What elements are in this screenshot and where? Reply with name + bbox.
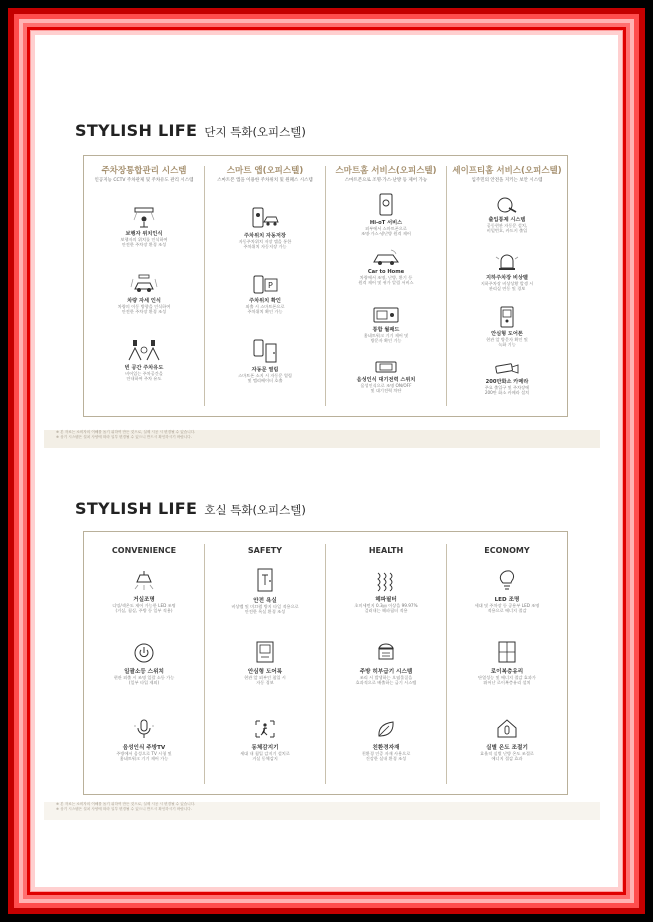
item-desc: 방문자 확인 기능 <box>370 338 402 343</box>
item-title: 자동문 열림 <box>251 367 279 373</box>
list-item <box>326 306 446 343</box>
list-item <box>326 193 446 236</box>
item-desc: 자동 경보 <box>256 680 274 685</box>
column-subheading: 스마트폰으로 조명·가스·난방 등 제어 가능 <box>344 178 428 183</box>
item-desc: (일부 타입 제외) <box>128 680 160 685</box>
filter-icon <box>374 570 398 592</box>
item-title: 거실조명 <box>133 597 155 603</box>
bell-icon <box>493 252 521 272</box>
item-desc: 뛰어난 로이복층유리 설치 <box>483 680 531 685</box>
item-desc: 외부에서 스마트폰으로 <box>365 226 407 231</box>
door-lock-icon <box>255 640 275 664</box>
list-item <box>447 252 567 291</box>
footnote-line: ※ 상기 시스템은 설치 사양에 따라 일부 변경될 수 있으니 반드시 확인하시기 바랍니다. <box>56 435 192 439</box>
door-phone-icon <box>498 306 516 328</box>
section1-title-main: STYLISH LIFE <box>75 121 198 140</box>
list-item <box>84 570 204 613</box>
item-desc: 비밀번호, 카드키 출입 <box>486 228 528 233</box>
footnote-line: ※ 본 자료는 소비자의 이해를 돕기 위하여 만든 것으로, 실제 시공 시 변경될 수 있습니다. <box>56 802 196 806</box>
section2-title-main: STYLISH LIFE <box>75 499 198 518</box>
item-desc: 차량에서 조명, 난방, 환기 등 <box>359 275 413 280</box>
section1-column-smart-app <box>205 156 325 416</box>
list-item <box>84 338 204 381</box>
footnote-line: ※ 본 자료는 소비자의 이해를 돕기 위하여 만든 것으로, 실제 시공 시 변경될 수 있습니다. <box>56 430 196 434</box>
cctv-icon <box>131 206 157 228</box>
section1-column-safety-home <box>447 156 567 416</box>
column-subheading: 입주민의 안전을 지키는 보안 시스템 <box>471 178 543 183</box>
item-title: 출입통제 시스템 <box>488 217 526 223</box>
item-desc: 안전한 욕실 환경 조성 <box>244 609 286 614</box>
list-item <box>447 640 567 685</box>
item-desc: 홈네트워크 기기 제어 및 <box>363 333 409 338</box>
bulb-icon <box>495 568 519 592</box>
item-desc: 안내하여 주차 유도 <box>126 376 162 381</box>
item-desc: 초미세먼지 0.3㎛ 이상을 99.97% <box>354 603 418 608</box>
item-desc: 주차위치 확인 가능 <box>247 309 283 314</box>
microphone-icon <box>132 718 156 740</box>
hood-icon <box>374 640 398 664</box>
item-title: 안심형 도어록 <box>247 669 283 675</box>
item-desc: 차량의 이동 방향을 인식하여 <box>117 304 171 309</box>
column-heading: HEALTH <box>368 546 404 555</box>
list-item <box>84 718 204 761</box>
thermostat-icon <box>495 716 519 740</box>
list-item <box>326 718 446 761</box>
list-item <box>326 360 446 393</box>
item-title: 주차위치 확인 <box>249 298 281 304</box>
item-desc: 조명·가스·냉난방 원격 제어 <box>361 231 411 236</box>
item-desc: 보행자의 위치를 인식하여 <box>120 237 168 242</box>
switch-icon <box>372 360 400 374</box>
item-title: 동체감지기 <box>251 745 279 751</box>
item-desc: 디밍/색온도 제어 가능한 LED 조명 <box>112 603 176 608</box>
item-desc: 및 대기전력 차단 <box>370 388 402 393</box>
access-control-icon <box>495 196 519 214</box>
list-item <box>326 640 446 685</box>
item-title: 주차위치 자동저장 <box>244 233 286 239</box>
item-desc: 자동주차위치 저장 앱을 통한 <box>238 239 292 244</box>
parking-location-icon <box>250 273 280 295</box>
list-item <box>84 642 204 685</box>
section2-column-convenience <box>84 532 204 794</box>
item-title: 안심형 도어폰 <box>491 331 523 337</box>
item-desc: 지하주차장 비상상황 발생 시 <box>480 281 534 286</box>
section1-title-sub: 단지 특화(오피스텔) <box>204 125 306 139</box>
column-heading: CONVENIENCE <box>111 546 177 555</box>
bathroom-icon <box>255 567 275 593</box>
list-item <box>447 568 567 613</box>
item-desc: 주차위치 자동저장 가능 <box>243 244 287 249</box>
section1-column-parking <box>84 156 204 416</box>
item-desc: 친환경 인증 자재 사용으로 <box>361 751 411 756</box>
item-title: 친환경자재 <box>372 745 400 751</box>
column-heading: ECONOMY <box>484 546 530 555</box>
section1-footnote <box>44 430 600 448</box>
list-item <box>326 249 446 285</box>
car-icon <box>129 273 159 295</box>
item-title: Hi-oT 서비스 <box>369 220 403 226</box>
section2-column-economy <box>447 532 567 794</box>
item-desc: 조리 시 발생하는 오염물질을 <box>359 675 413 680</box>
item-title: 차량 자세 인식 <box>127 298 161 304</box>
item-title: 일괄소등 스위치 <box>124 669 164 675</box>
lamp-icon <box>132 570 156 592</box>
item-desc: 주요 출입구 및 주차장에 <box>484 385 530 390</box>
wall-pad-icon <box>372 306 400 324</box>
item-desc: 공동현관 자동문 설치, <box>486 223 528 228</box>
item-desc: 걸러내는 헤파필터 적용 <box>364 608 408 613</box>
item-desc: (거실, 침실, 주방 등 일부 적용) <box>115 608 173 613</box>
item-title: 실별 온도 조절기 <box>486 745 528 751</box>
list-item <box>205 567 325 614</box>
item-title: Car to Home <box>367 269 405 275</box>
item-title: 지하주차장 비상벨 <box>486 275 528 281</box>
item-title: 주방 히부급기 시스템 <box>359 669 413 675</box>
power-icon <box>132 642 156 664</box>
item-title: LED 조명 <box>494 597 520 603</box>
item-desc: 홈네트워크 기기 제어 가능 <box>119 756 169 761</box>
item-desc: 비어있는 주차공간을 <box>125 371 163 376</box>
svg-text:P: P <box>268 281 273 290</box>
item-desc: 외출 시 스마트폰으로 <box>245 304 285 309</box>
section2-column-health <box>326 532 446 794</box>
item-desc: 안전한 주차장 환경 조성 <box>121 242 167 247</box>
item-desc: 현관 앞 외부인 침입 시 <box>244 675 286 680</box>
item-desc: 및 엘리베이터 호출 <box>247 378 283 383</box>
item-desc: 현관 앞 방문자 확인 및 <box>486 337 528 342</box>
item-desc: 현관 외출 시 조명 일괄 소등 가능 <box>113 675 175 680</box>
section1-column-smarthome <box>326 156 446 416</box>
item-title: 헤파필터 <box>375 597 397 603</box>
column-subheading: 인공지능 CCTV 주차관제 및 주차유도 관리 시스템 <box>94 178 194 183</box>
item-title: 음성인식 대기전력 스위치 <box>356 377 416 383</box>
list-item <box>205 206 325 249</box>
item-desc: 음성인식으로 조명 ON/OFF <box>360 383 412 388</box>
section1-title <box>75 121 306 140</box>
item-desc: 원격 제어 및 귀가 알림 서비스 <box>358 280 414 285</box>
section2-column-safety <box>205 532 325 794</box>
window-icon <box>495 640 519 664</box>
column-subheading: 스마트폰 앱을 이용한 주차위치 및 원패스 시스템 <box>217 178 313 183</box>
list-item <box>84 273 204 314</box>
smartphone-icon <box>250 206 280 230</box>
item-title: 200만화소 카메라 <box>485 379 529 385</box>
item-desc: 효과적으로 배출하는 급기 시스템 <box>355 680 417 685</box>
list-item <box>205 718 325 761</box>
column-heading: 스마트 앱(오피스텔) <box>226 166 304 176</box>
list-item <box>84 206 204 247</box>
door-icon <box>250 338 280 364</box>
item-desc: 비상벨 및 미끄럼 방지 타일 적용으로 <box>231 604 299 609</box>
list-item <box>447 306 567 347</box>
parking-icon <box>127 338 161 362</box>
list-item <box>447 716 567 761</box>
car-icon <box>371 249 401 267</box>
motion-sensor-icon <box>253 718 277 740</box>
item-desc: 에너지 절감 효과 <box>491 756 523 761</box>
item-desc: 안전한 주차장 환경 조성 <box>121 309 167 314</box>
item-desc: 거실 동체감지 <box>252 756 278 761</box>
smartphone-icon <box>376 193 396 217</box>
item-desc: 효율적 실별 난방 온도 조절로 <box>480 751 534 756</box>
item-title: 로이복층유리 <box>490 669 524 675</box>
item-title: 음성인식 주방TV <box>122 745 166 751</box>
item-desc: 건강한 실내 환경 조성 <box>365 756 407 761</box>
item-desc: 적용으로 에너지 절감 <box>487 608 527 613</box>
item-title: 보행자 위치인식 <box>125 231 163 237</box>
list-item <box>447 196 567 233</box>
item-desc: 관리실 연동 및 경보 <box>488 286 526 291</box>
item-desc: 세대 내 침입 감지기 설치로 <box>240 751 290 756</box>
item-desc: 스마트폰 소지 시 자동문 열림 <box>238 373 292 378</box>
section2-footnote <box>44 802 600 820</box>
item-desc: 녹화 기능 <box>498 342 516 347</box>
list-item <box>326 570 446 613</box>
item-desc: 주방에서 음성으로 TV 시청 및 <box>116 751 172 756</box>
section2-title <box>75 499 306 518</box>
list-item <box>205 640 325 685</box>
section2-title-sub: 호실 특화(오피스텔) <box>204 503 306 517</box>
list-item <box>205 273 325 314</box>
section2-panel <box>83 531 568 795</box>
leaf-icon <box>374 718 398 740</box>
footnote-line: ※ 상기 시스템은 설치 사양에 따라 일부 변경될 수 있으니 반드시 확인하시기 바랍니다. <box>56 807 192 811</box>
column-heading: 스마트홈 서비스(오피스텔) <box>335 166 437 176</box>
item-title: 안전 욕실 <box>253 598 277 604</box>
item-title: 통합 월패드 <box>372 327 400 333</box>
section1-panel <box>83 155 568 417</box>
column-heading: SAFETY <box>247 546 283 555</box>
item-desc: 단열성능 및 에너지 절감 효과가 <box>478 675 536 680</box>
item-title: 빈 공간 주차유도 <box>124 365 164 371</box>
item-desc: 세대 및 주차장 등 공용부 LED 조명 <box>474 603 540 608</box>
camera-icon <box>494 362 520 376</box>
column-heading: 세이프티홈 서비스(오피스텔) <box>452 166 562 176</box>
list-item <box>447 362 567 395</box>
list-item <box>205 338 325 383</box>
column-heading: 주차장통합관리 시스템 <box>101 166 187 176</box>
item-desc: 200만 화소 카메라 설치 <box>484 390 530 395</box>
